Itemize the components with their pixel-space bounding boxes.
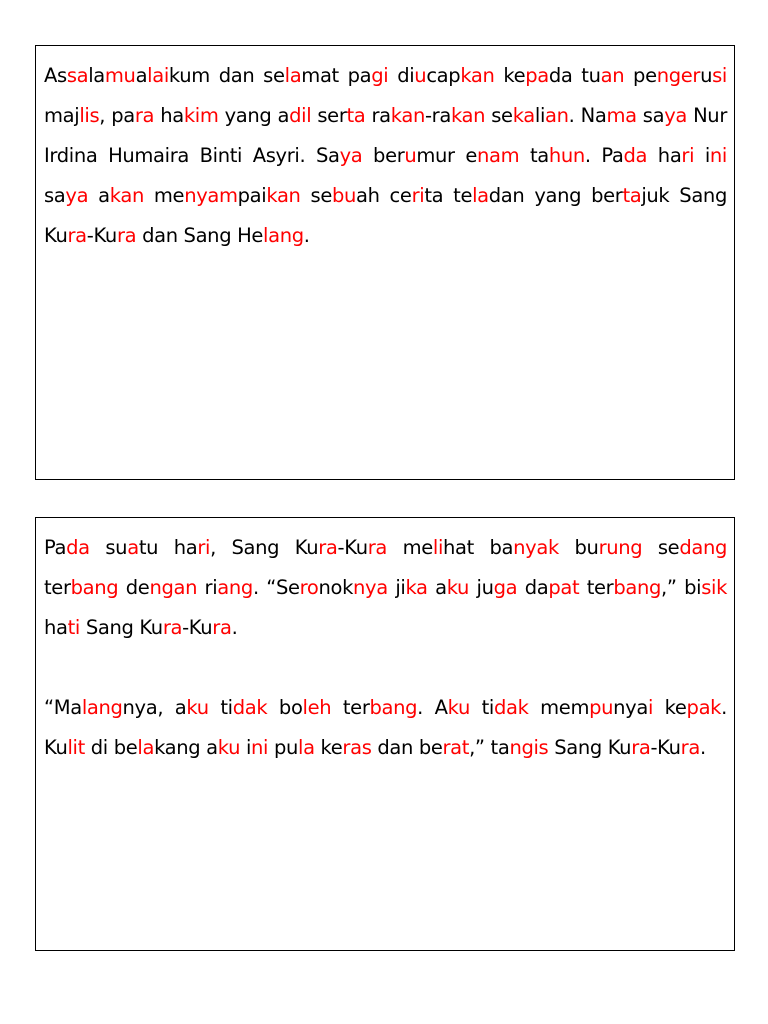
highlighted-syllable: ra	[680, 736, 700, 759]
highlighted-syllable: dang	[679, 536, 728, 559]
paragraph	[44, 688, 727, 768]
text-segment: da tu	[548, 64, 601, 87]
highlighted-syllable: lis	[79, 104, 100, 127]
highlighted-syllable: sik	[701, 576, 728, 599]
highlighted-syllable: sa	[66, 64, 89, 87]
highlighted-syllable: u	[404, 144, 417, 167]
card-body	[36, 518, 734, 768]
text-segment: ha	[154, 104, 184, 127]
text-segment: se	[300, 184, 332, 207]
text-segment: ke	[653, 696, 687, 719]
text-segment: i	[694, 144, 710, 167]
text-segment: la	[88, 64, 105, 87]
text-segment: ber	[362, 144, 405, 167]
highlighted-syllable: ro	[299, 576, 319, 599]
highlighted-syllable: ya	[339, 144, 363, 167]
highlighted-syllable: gi	[371, 64, 389, 87]
text-segment: me	[143, 184, 185, 207]
text-segment: ah ce	[356, 184, 412, 207]
highlighted-syllable: da	[623, 144, 648, 167]
highlighted-syllable: ma	[606, 104, 637, 127]
highlighted-syllable: an	[545, 104, 569, 127]
highlighted-syllable: i	[647, 696, 654, 719]
text-segment: -ra	[424, 104, 451, 127]
highlighted-syllable: ra	[367, 536, 387, 559]
text-segment: ti	[469, 696, 494, 719]
text-segment: juk Sang Ku	[44, 184, 727, 247]
highlighted-syllable: la	[472, 184, 489, 207]
highlighted-syllable: bang	[613, 576, 662, 599]
highlighted-syllable: ra	[162, 616, 183, 639]
highlighted-syllable: nger	[656, 64, 701, 87]
text-segment: ju	[469, 576, 494, 599]
text-segment: kum dan se	[168, 64, 285, 87]
text-segment: .	[303, 224, 310, 247]
highlighted-syllable: la	[298, 736, 315, 759]
text-segment: pai	[237, 184, 267, 207]
highlighted-syllable: lit	[67, 736, 85, 759]
highlighted-syllable: ra	[212, 616, 232, 639]
text-segment: .	[699, 736, 706, 759]
highlighted-syllable: hun	[548, 144, 585, 167]
text-segment: nok	[318, 576, 354, 599]
highlighted-syllable: la	[284, 64, 302, 87]
highlighted-syllable: ra	[631, 736, 651, 759]
text-segment: nya, a	[122, 696, 187, 719]
text-segment: sa	[44, 184, 66, 207]
text-segment: ser	[311, 104, 347, 127]
text-segment: mat pa	[301, 64, 372, 87]
text-segment: Sang Ku	[548, 736, 632, 759]
text-segment: -Ku	[650, 736, 681, 759]
highlighted-syllable: rat	[442, 736, 470, 759]
highlighted-syllable: u	[414, 64, 427, 87]
text-segment: . Na	[568, 104, 607, 127]
highlighted-syllable: lang	[263, 224, 304, 247]
highlighted-syllable: bang	[70, 576, 119, 599]
text-segment: li	[534, 104, 546, 127]
highlighted-syllable: ta	[346, 104, 366, 127]
text-segment: ke	[494, 64, 526, 87]
text-segment: , Sang Ku	[210, 536, 319, 559]
highlighted-syllable: ku	[217, 736, 241, 759]
highlighted-syllable: kan	[266, 184, 301, 207]
text-segment: . A	[417, 696, 448, 719]
highlighted-syllable: ka	[405, 576, 428, 599]
highlighted-syllable: lai	[147, 64, 169, 87]
highlighted-syllable: kan	[450, 104, 486, 127]
highlighted-syllable: leh	[302, 696, 332, 719]
highlighted-syllable: ku	[446, 576, 470, 599]
text-segment: , pa	[99, 104, 135, 127]
text-card-1	[35, 45, 735, 480]
highlighted-syllable: kim	[183, 104, 219, 127]
text-segment: tu ha	[138, 536, 198, 559]
text-segment: ri	[197, 576, 218, 599]
text-segment: a	[135, 64, 148, 87]
highlighted-syllable: dak	[232, 696, 268, 719]
highlighted-syllable: dak	[493, 696, 529, 719]
text-segment: ha	[44, 616, 68, 639]
highlighted-syllable: ti	[67, 616, 80, 639]
highlighted-syllable: pak	[686, 696, 722, 719]
text-segment: di	[388, 64, 415, 87]
highlighted-syllable: ni	[251, 736, 269, 759]
text-segment: sa	[636, 104, 665, 127]
text-segment: a	[88, 184, 110, 207]
highlighted-syllable: ra	[134, 104, 155, 127]
text-segment: i	[240, 736, 252, 759]
highlighted-syllable: ra	[116, 224, 137, 247]
text-segment: mem	[528, 696, 590, 719]
text-segment: bu	[558, 536, 599, 559]
text-segment: a	[427, 576, 447, 599]
text-segment: ter	[579, 576, 614, 599]
text-segment: bo	[267, 696, 303, 719]
highlighted-syllable: ku	[447, 696, 470, 719]
highlighted-syllable: bu	[331, 184, 357, 207]
highlighted-syllable: lang	[81, 696, 123, 719]
highlighted-syllable: ra	[67, 224, 87, 247]
text-segment: -Ku	[337, 536, 368, 559]
highlighted-syllable: ngan	[149, 576, 198, 599]
text-segment: da	[517, 576, 549, 599]
text-segment: Nur Irdina Humaira Binti Asyri. Sa	[44, 104, 727, 167]
highlighted-syllable: ri	[681, 144, 695, 167]
text-segment: hat ba	[443, 536, 514, 559]
paragraph	[44, 528, 727, 648]
highlighted-syllable: an	[600, 64, 625, 87]
text-segment: As	[44, 64, 67, 87]
text-segment: ti	[208, 696, 233, 719]
highlighted-syllable: ya	[664, 104, 687, 127]
text-segment: cap	[426, 64, 461, 87]
highlighted-syllable: ra	[318, 536, 338, 559]
paragraph	[44, 56, 727, 256]
highlighted-syllable: nya	[353, 576, 388, 599]
text-segment: -Ku	[182, 616, 213, 639]
highlighted-syllable: kan	[390, 104, 425, 127]
text-segment: nya	[613, 696, 648, 719]
highlighted-syllable: nyak	[513, 536, 559, 559]
highlighted-syllable: nyam	[184, 184, 238, 207]
text-segment: . Pa	[584, 144, 624, 167]
highlighted-syllable: pat	[548, 576, 580, 599]
text-segment: mur e	[416, 144, 478, 167]
highlighted-syllable: a	[127, 536, 139, 559]
highlighted-syllable: pa	[525, 64, 549, 87]
text-segment: ke	[314, 736, 343, 759]
text-segment: dan yang ber	[488, 184, 623, 207]
highlighted-syllable: ri	[197, 536, 211, 559]
text-segment: ,” ta	[469, 736, 510, 759]
text-segment: ha	[647, 144, 682, 167]
highlighted-syllable: mu	[104, 64, 136, 87]
highlighted-syllable: dil	[289, 104, 312, 127]
highlighted-syllable: ga	[493, 576, 518, 599]
highlighted-syllable: da	[66, 536, 90, 559]
text-segment: ji	[387, 576, 406, 599]
highlighted-syllable: pu	[589, 696, 614, 719]
text-segment: pe	[624, 64, 657, 87]
highlighted-syllable: kan	[109, 184, 144, 207]
highlighted-syllable: ri	[411, 184, 425, 207]
highlighted-syllable: nam	[477, 144, 520, 167]
highlighted-syllable: ras	[342, 736, 372, 759]
text-segment: ,” bi	[661, 576, 702, 599]
highlighted-syllable: ang	[217, 576, 253, 599]
text-segment: Sang Ku	[79, 616, 163, 639]
text-segment: su	[89, 536, 128, 559]
text-segment: ter	[331, 696, 370, 719]
text-segment: “Ma	[44, 696, 82, 719]
text-segment: pu	[268, 736, 298, 759]
text-segment: ta	[519, 144, 549, 167]
highlighted-syllable: la	[137, 736, 155, 759]
highlighted-syllable: kan	[460, 64, 495, 87]
text-segment: se	[642, 536, 680, 559]
text-segment: ter	[44, 576, 71, 599]
text-segment: -Ku	[86, 224, 117, 247]
text-segment: maj	[44, 104, 80, 127]
text-segment: di be	[84, 736, 138, 759]
text-segment: Pa	[44, 536, 67, 559]
highlighted-syllable: ka	[512, 104, 535, 127]
text-segment: u	[700, 64, 713, 87]
highlighted-syllable: rung	[598, 536, 643, 559]
text-segment: . Ku	[44, 696, 727, 759]
highlighted-syllable: ku	[186, 696, 209, 719]
text-segment: ra	[365, 104, 391, 127]
highlighted-syllable: li	[432, 536, 444, 559]
highlighted-syllable: si	[712, 64, 727, 87]
text-segment: ta te	[424, 184, 473, 207]
text-segment: dan be	[371, 736, 443, 759]
text-segment: yang a	[218, 104, 290, 127]
card-body	[36, 46, 734, 256]
text-segment: . “Se	[252, 576, 300, 599]
text-segment: se	[485, 104, 513, 127]
highlighted-syllable: ni	[709, 144, 727, 167]
text-segment: kang a	[154, 736, 218, 759]
highlighted-syllable: ngis	[509, 736, 549, 759]
highlighted-syllable: bang	[369, 696, 418, 719]
text-card-2	[35, 517, 735, 951]
highlighted-syllable: ya	[65, 184, 89, 207]
text-segment: de	[118, 576, 150, 599]
text-segment: .	[231, 616, 238, 639]
text-segment: dan Sang He	[136, 224, 264, 247]
text-segment: me	[387, 536, 433, 559]
highlighted-syllable: ta	[622, 184, 642, 207]
